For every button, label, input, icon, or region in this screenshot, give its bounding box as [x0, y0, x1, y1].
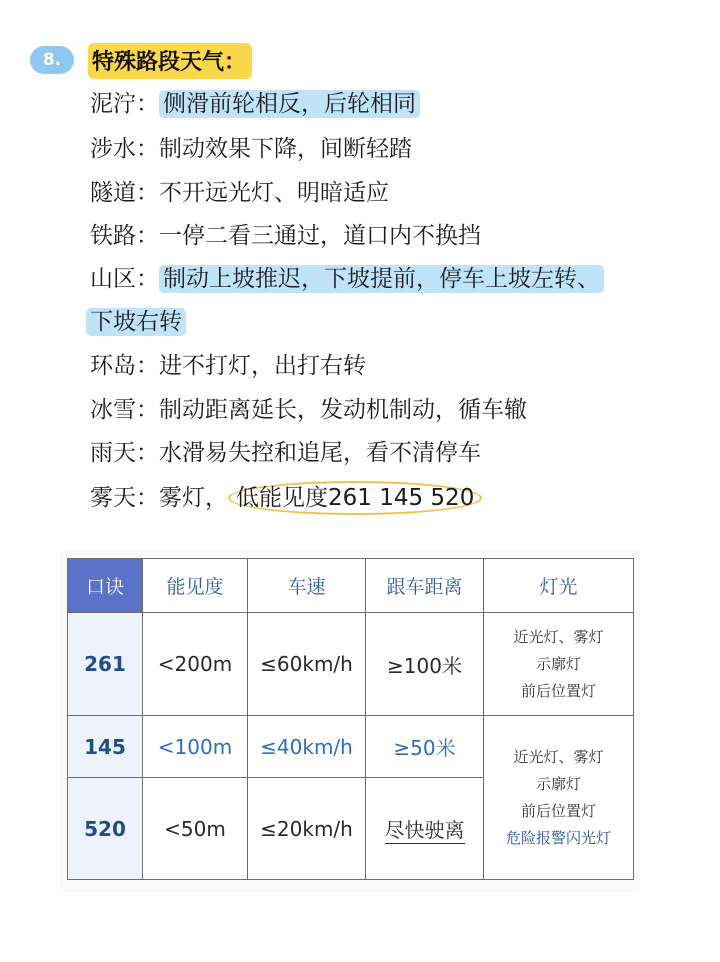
rule-label: 山区：	[90, 266, 159, 292]
cell-mnemonic: 261	[68, 613, 143, 716]
rule-ice-snow	[90, 395, 527, 425]
rule-mud	[90, 89, 420, 119]
header-lights: 灯光	[484, 559, 634, 613]
section-number-badge: 8.	[30, 46, 74, 74]
rule-roundabout	[90, 351, 366, 381]
cell-distance	[366, 778, 484, 880]
cell-visibility: <200m	[143, 613, 248, 716]
rule-label: 冰雪：	[90, 397, 159, 423]
rule-label: 环岛：	[90, 353, 159, 379]
cell-lights	[484, 716, 634, 880]
rule-fog	[90, 481, 482, 515]
table-header-row	[68, 559, 634, 613]
rule-mountain-continued	[86, 307, 186, 337]
rule-text: 制动效果下降，间断轻踏	[159, 136, 412, 162]
rule-text: 一停二看三通过，道口内不换挡	[159, 223, 481, 249]
light-item: 近光灯、雾灯	[513, 627, 604, 646]
light-item: 示廓灯	[535, 774, 581, 793]
light-item: 前后位置灯	[520, 801, 596, 820]
header-speed: 车速	[248, 559, 366, 613]
rule-rain	[90, 438, 481, 468]
fog-visibility-table-card	[62, 552, 638, 890]
rule-label: 涉水：	[90, 136, 159, 162]
rule-label: 雨天：	[90, 440, 159, 466]
table-row	[68, 716, 634, 778]
header-mnemonic: 口诀	[68, 559, 143, 613]
fog-visibility-table	[67, 558, 634, 880]
rule-wading	[90, 134, 412, 164]
rule-label: 泥泞：	[90, 91, 159, 117]
cell-speed: ≤20km/h	[248, 778, 366, 880]
rule-label: 雾天：	[90, 485, 159, 511]
rule-tunnel	[90, 178, 389, 208]
rule-railway	[90, 221, 481, 251]
rule-text-highlighted: 下坡右转	[86, 308, 186, 336]
rule-text-circled: 低能见度261 145 520	[228, 481, 482, 515]
section-title: 特殊路段天气：	[88, 43, 252, 79]
cell-visibility: <100m	[143, 716, 248, 778]
rule-text: 制动距离延长，发动机制动，循车辙	[159, 397, 527, 423]
cell-distance: ≥50米	[366, 716, 484, 778]
cell-mnemonic: 520	[68, 778, 143, 880]
rule-text-highlighted: 侧滑前轮相反，后轮相同	[159, 90, 420, 118]
rule-label: 隧道：	[90, 180, 159, 206]
rule-mountain	[90, 264, 604, 294]
light-item: 示廓灯	[535, 654, 581, 673]
rule-text: 进不打灯，出打右转	[159, 353, 366, 379]
cell-speed: ≤60km/h	[248, 613, 366, 716]
cell-visibility: <50m	[143, 778, 248, 880]
cell-mnemonic: 145	[68, 716, 143, 778]
rule-text: 水滑易失控和追尾，看不清停车	[159, 440, 481, 466]
rule-text: 不开远光灯、明暗适应	[159, 180, 389, 206]
cell-distance: ≥100米	[366, 613, 484, 716]
cell-lights	[484, 613, 634, 716]
table-row	[68, 613, 634, 716]
rule-text-highlighted: 制动上坡推迟，下坡提前，停车上坡左转、	[159, 265, 604, 293]
header-visibility: 能见度	[143, 559, 248, 613]
light-item-hazard: 危险报警闪光灯	[505, 828, 611, 847]
distance-text: 尽快驶离	[384, 818, 465, 842]
header-following-distance: 跟车距离	[366, 559, 484, 613]
rule-text: 雾灯，	[159, 485, 228, 511]
rule-label: 铁路：	[90, 223, 159, 249]
light-item: 近光灯、雾灯	[513, 747, 604, 766]
cell-speed: ≤40km/h	[248, 716, 366, 778]
light-item: 前后位置灯	[520, 681, 596, 700]
